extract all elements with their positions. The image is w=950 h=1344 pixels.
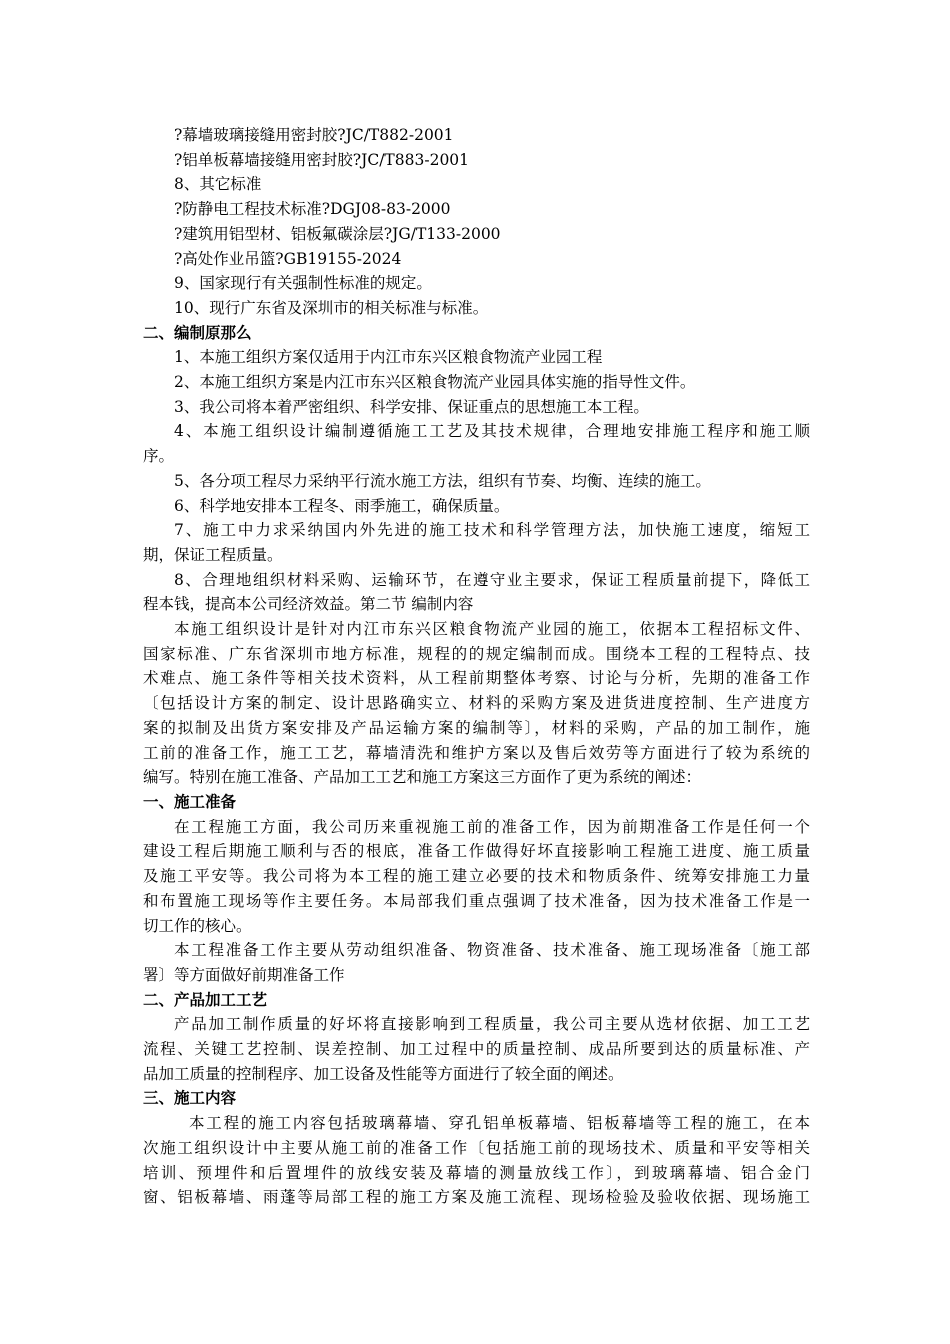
text-line: 工前的准备工作，施工工艺，幕墙清洗和维护方案以及售后效劳等方面进行了较为系统的 [143,743,810,762]
text-line: 术难点、施工条件等相关技术资料，从工程前期整体考察、讨论与分析，先期的准备工作 [143,669,810,688]
text-line: 本工程的施工内容包括玻璃幕墙、穿孔铝单板幕墙、铝板幕墙等工程的施工，在本 [189,1114,810,1133]
section-heading: 二、编制原那么 [143,323,252,342]
text-line: ?防静电工程技术标准?DGJ08-83-2000 [174,200,451,219]
section-heading: 一、施工准备 [143,792,237,811]
text-line: 品加工质量的控制程序、加工设备及性能等方面进行了较全面的阐述。 [143,1064,624,1083]
text-line: ?高处作业吊篮?GB19155-2024 [174,249,402,268]
text-line: 期，保证工程质量。 [143,545,283,564]
text-line: 本工程准备工作主要从劳动组织准备、物资准备、技术准备、施工现场准备〔施工部 [174,941,810,960]
text-line: 6、科学地安排本工程冬、雨季施工，确保质量。 [174,496,510,515]
text-line: ?铝单板幕墙接缝用密封胶?JC/T883-2001 [174,150,470,169]
text-line: ?建筑用铝型材、铝板氟碳涂层?JG/T133-2000 [174,224,501,243]
text-line: 建设工程后期施工顺利与否的根底，准备工作做得好坏直接影响工程施工进度、施工质量 [143,842,810,861]
text-line: 切工作的核心。 [143,916,252,935]
text-line: 4、本施工组织设计编制遵循施工工艺及其技术规律，合理地安排施工程序和施工顺 [174,422,810,441]
text-line: 产品加工制作质量的好坏将直接影响到工程质量，我公司主要从选材依据、加工工艺 [174,1015,810,1034]
text-line: 1、本施工组织方案仅适用于内江市东兴区粮食物流产业园工程 [174,348,603,367]
text-line: 及施工平安等。我公司将为本工程的施工建立必要的技术和物质条件、统筹安排施工力量 [143,867,810,886]
text-line: 3、我公司将本着严密组织、科学安排、保证重点的思想施工本工程。 [174,397,649,416]
text-line: 5、各分项工程尽力采纳平行流水施工方法，组织有节奏、均衡、连续的施工。 [174,471,711,490]
text-line: 本施工组织设计是针对内江市东兴区粮食物流产业园的施工，依据本工程招标文件、 [174,620,810,639]
text-line: 案的拟制及出货方案安排及产品运输方案的编制等〕，材料的采购，产品的加工制作，施 [143,718,810,737]
text-line: 培训、预埋件和后置埋件的放线安装及幕墙的测量放线工作〕，到玻璃幕墙、铝合金门 [143,1163,810,1182]
text-line: 〔包括设计方案的制定、设计思路确实立、材料的采购方案及进货进度控制、生产进度方 [143,694,810,713]
text-line: 窗、铝板幕墙、雨蓬等局部工程的施工方案及施工流程、现场检验及验收依据、现场施工 [143,1188,810,1207]
text-line: 9、国家现行有关强制性标准的规定。 [174,274,432,293]
text-line: 10、现行广东省及深圳市的相关标准与标准。 [174,298,489,317]
text-line: 8、合理地组织材料采购、运输环节，在遵守业主要求，保证工程质量前提下，降低工 [174,570,810,589]
section-heading: 三、施工内容 [143,1089,237,1108]
text-line: 序。 [143,447,175,466]
text-line: 次施工组织设计中主要从施工前的准备工作〔包括施工前的现场技术、质量和平安等相关 [143,1138,810,1157]
text-line: 国家标准、广东省深圳市地方标准，规程的的规定编制而成。围绕本工程的工程特点、技 [143,644,810,663]
text-line: 在工程施工方面，我公司历来重视施工前的准备工作，因为前期准备工作是任何一个 [174,817,810,836]
text-line: ?幕墙玻璃接缝用密封胶?JC/T882-2001 [174,126,454,144]
text-line: 署〕等方面做好前期准备工作 [143,965,345,984]
text-line: 8、其它标准 [174,175,262,194]
document-page [143,123,810,1210]
section-heading: 二、产品加工工艺 [143,990,268,1009]
text-line: 程本钱，提高本公司经济效益。第二节 编制内容 [143,595,474,614]
text-line: 7、施工中力求采纳国内外先进的施工技术和科学管理方法，加快施工速度，缩短工 [174,521,810,540]
text-line: 2、本施工组织方案是内江市东兴区粮食物流产业园具体实施的指导性文件。 [174,373,696,392]
text-line: 编写。特别在施工准备、产品加工工艺和施工方案这三方面作了更为系统的阐述： [143,768,702,787]
text-line: 流程、关键工艺控制、误差控制、加工过程中的质量控制、成品所要到达的质量标准、产 [143,1040,810,1059]
text-line: 和布置施工现场等作主要任务。本局部我们重点强调了技术准备，因为技术准备工作是一 [143,891,810,910]
